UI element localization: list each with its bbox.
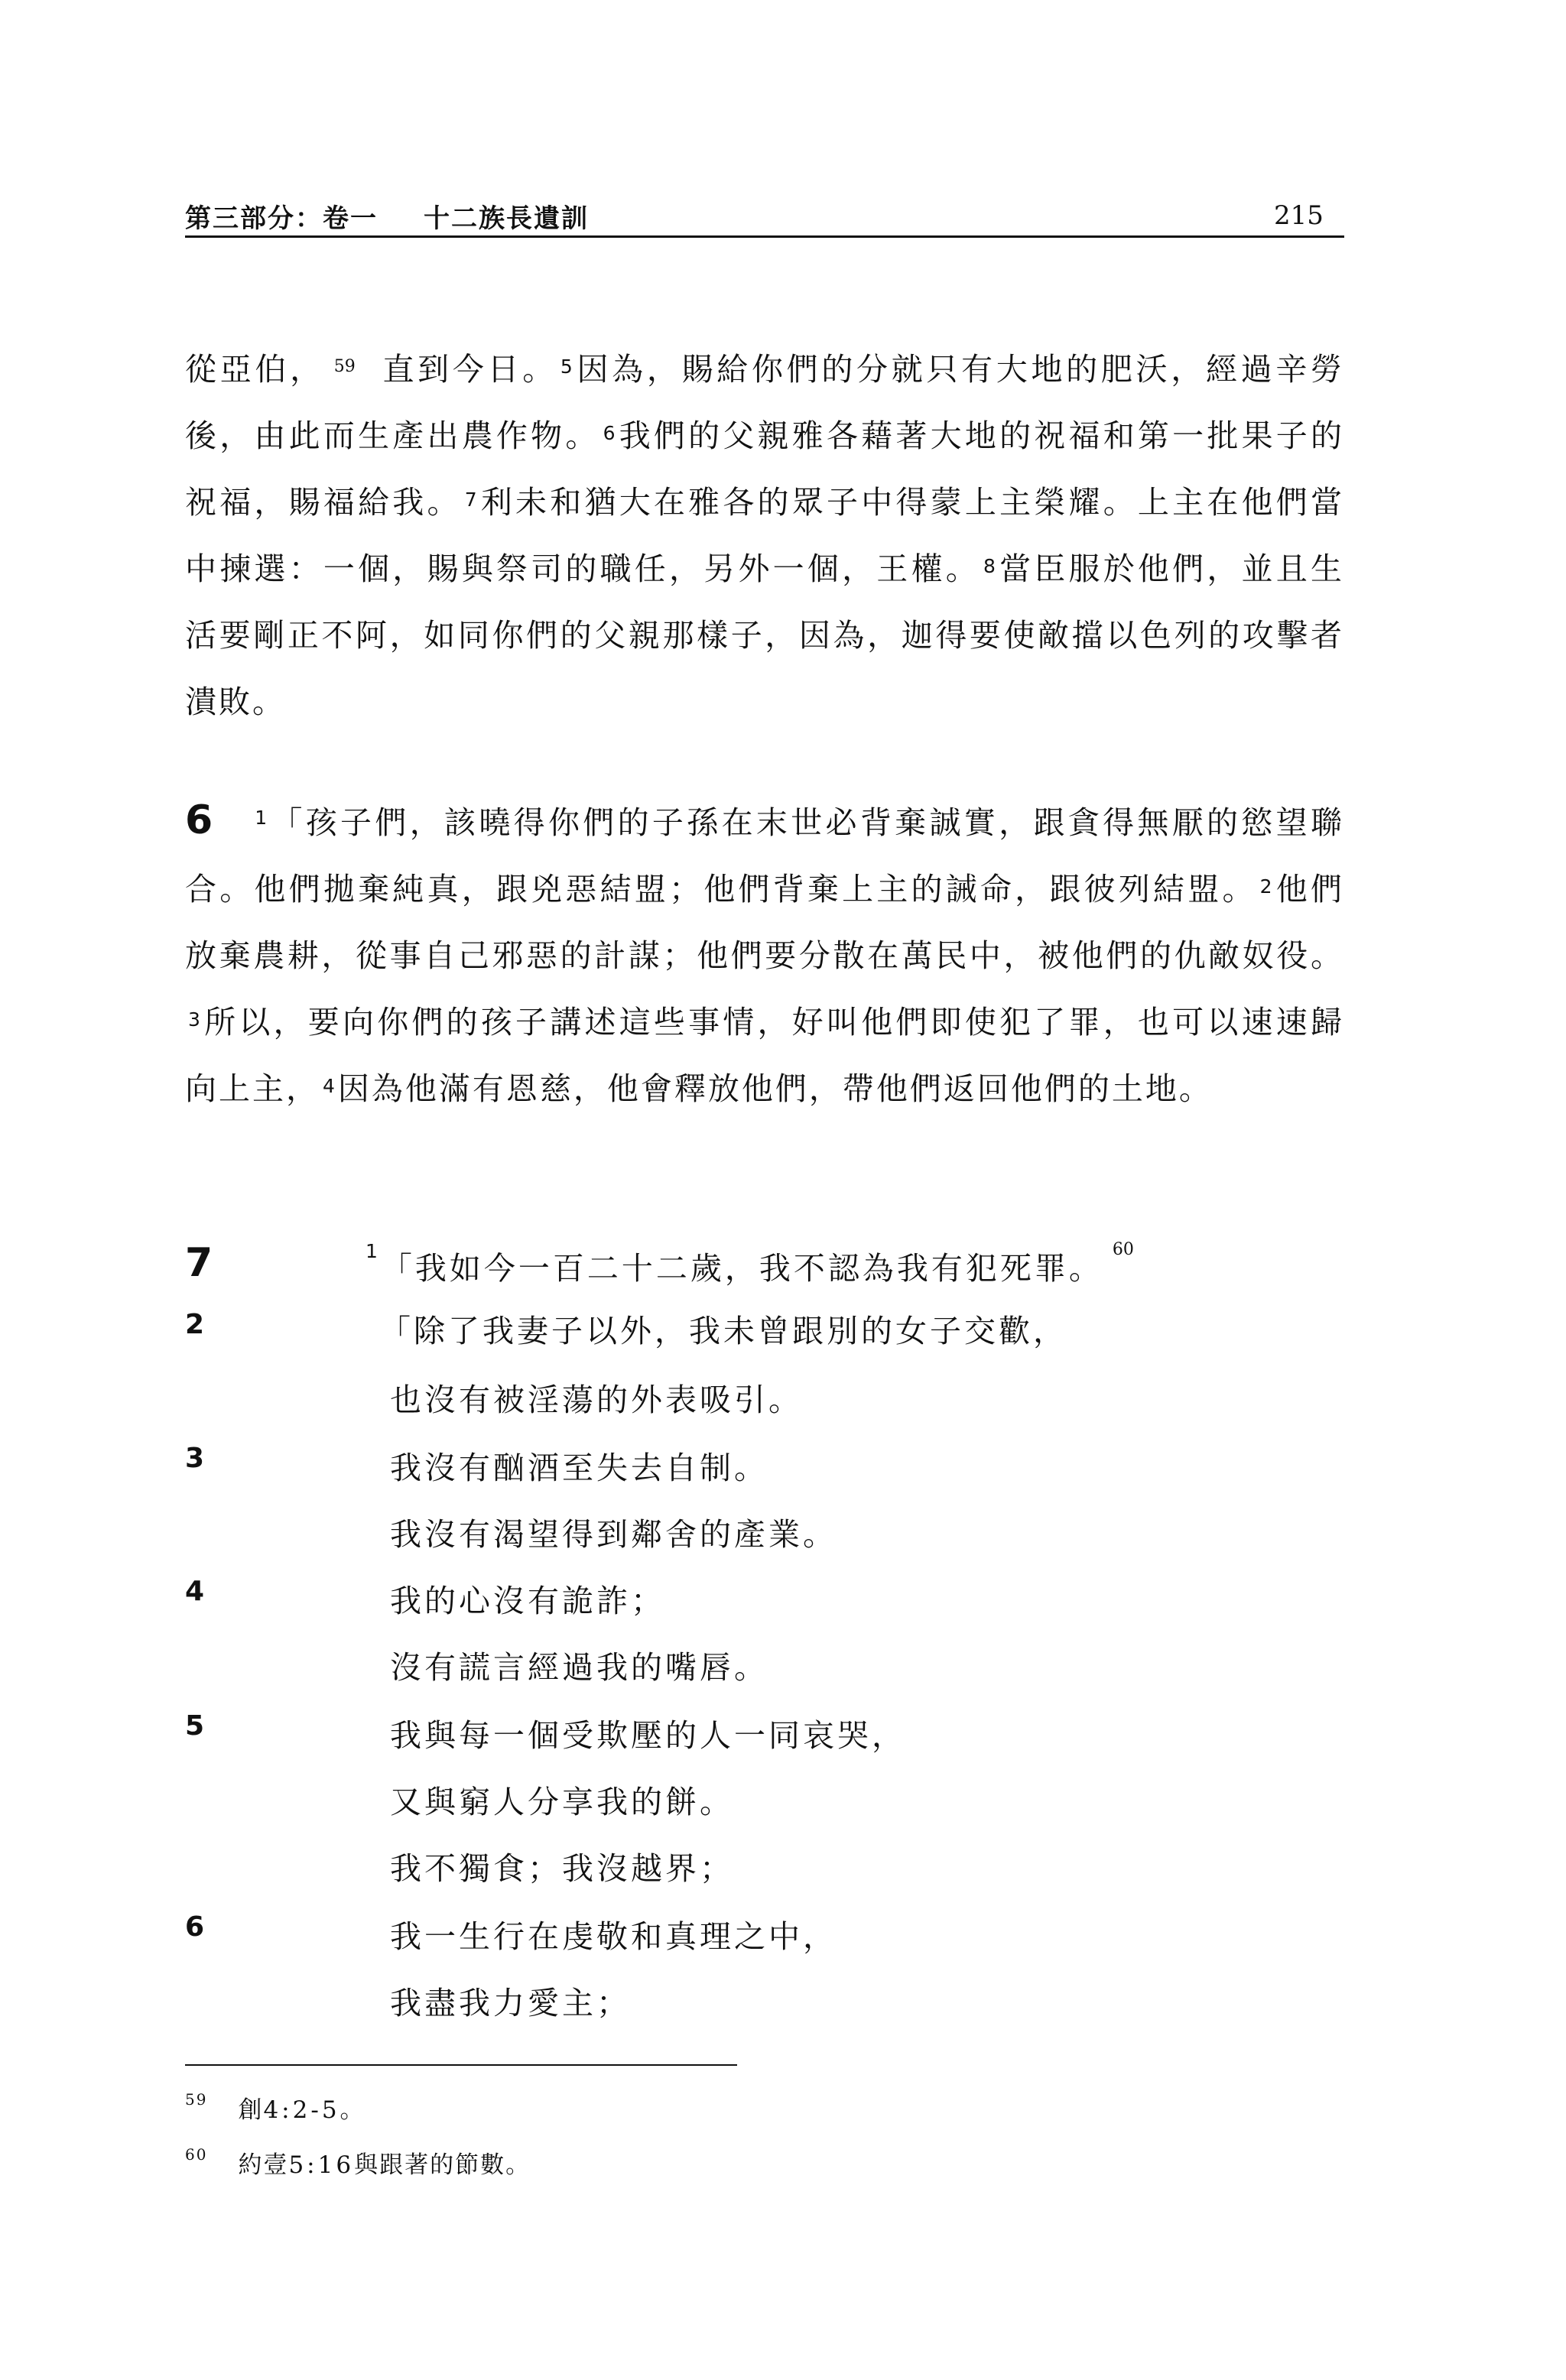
footnote-ref-59[interactable]: 59 xyxy=(333,357,356,376)
header-rule xyxy=(185,235,1344,238)
verse-number: 7 xyxy=(464,489,477,511)
verse-number: 3 xyxy=(185,1443,205,1474)
text-run: 因為他滿有恩慈，他會釋放他們，帶他們返回他們的土地。 xyxy=(337,1070,1213,1107)
poem-line: 沒有謊言經過我的嘴唇。 xyxy=(390,1649,768,1686)
poem-line: 我與每一個受欺壓的人一同哀哭， xyxy=(390,1717,906,1754)
poem-line: 也沒有被淫蕩的外表吸引。 xyxy=(390,1382,803,1418)
page-number: 215 xyxy=(1274,200,1324,231)
verse-number: 1 xyxy=(255,807,268,829)
footnote-59: $^{59}$ 創4:2-5。 xyxy=(185,2090,366,2124)
poem-line: 我的心沒有詭詐； xyxy=(390,1583,665,1619)
verse-number: 1 xyxy=(366,1240,378,1262)
section-title: 第三部分：卷一 xyxy=(185,203,378,234)
paragraph-chapter-6 xyxy=(185,787,1344,1122)
footnote-mark: 59 xyxy=(185,2090,208,2109)
poem-line: 我不獨食；我沒越界； xyxy=(390,1850,734,1887)
verse-number: 8 xyxy=(983,555,996,577)
poem-line: 我沒有酗酒至失去自制。 xyxy=(390,1450,768,1486)
text-run: 「孩子們，該曉得你們的子孫在末世必背棄誠實，跟貪得無厭的慾望聯合。他們拋棄純真，跟兇惡結盟；他們背棄上主的誡命，跟彼列結盟。 xyxy=(185,804,1344,908)
verse-number: 3 xyxy=(188,1008,200,1031)
text-run: 從亞伯， xyxy=(185,351,325,388)
poem-line: 「除了我妻子以外，我未曾跟別的女子交歡， xyxy=(379,1313,1067,1349)
poem-line: 我盡我力愛主； xyxy=(390,1985,631,2021)
chapter-number: 7 xyxy=(185,1240,213,1286)
verse-number: 6 xyxy=(185,1911,205,1943)
text-run: 我們的父親雅各藉著大地的祝福和第一批果子的祝福，賜福給我。 xyxy=(185,417,1344,521)
book-title: 十二族長遺訓 xyxy=(424,203,589,234)
poem-line: 我一生行在虔敬和真理之中， xyxy=(390,1918,837,1955)
text-run: 他們放棄農耕，從事自己邪惡的計謀；他們要分散在萬民中，被他們的仇敵奴役。 xyxy=(185,871,1345,974)
verse-number: 4 xyxy=(185,1576,205,1607)
poem-line: $^1$「我如今一百二十二歲，我不認為我有犯死罪。$^{60}$ xyxy=(366,1240,1134,1287)
text-run: 因為，賜給你們的分就只有大地的肥沃，經過辛勞後，由此而生產出農作物。 xyxy=(185,351,1345,454)
running-header xyxy=(185,197,589,235)
footnote-ref-60[interactable]: 60 xyxy=(1112,1240,1134,1259)
poem-line: 我沒有渴望得到鄰舍的產業。 xyxy=(390,1516,837,1553)
text-run: 所以，要向你們的孩子講述這些事情，好叫他們即使犯了罪，也可以速速歸向上主， xyxy=(185,1004,1344,1107)
chapter-number: 6 xyxy=(185,797,216,843)
text-run: 直到今日。 xyxy=(381,351,557,388)
poem-line: 又與窮人分享我的餅。 xyxy=(390,1784,734,1820)
footnote-rule xyxy=(185,2064,737,2066)
verse-number: 2 xyxy=(1259,875,1272,898)
paragraph-chapter-5 xyxy=(185,336,1344,735)
text-run: 當臣服於他們，並且生活要剛正不阿，如同你們的父親那樣子，因為，迦得要使敵擋以色列的攻擊者潰敗。 xyxy=(185,550,1345,720)
verse-number: 4 xyxy=(323,1075,335,1097)
verse-number: 2 xyxy=(185,1309,205,1340)
footnote-mark: 60 xyxy=(185,2145,208,2164)
verse-number: 6 xyxy=(603,422,616,444)
footnote-60: $^{60}$ 約壹5:16與跟著的節數。 xyxy=(185,2145,531,2179)
text-run: 利未和猶大在雅各的眾子中得蒙上主榮耀。上主在他們當中揀選：一個，賜與祭司的職任，另外一個，王權。 xyxy=(185,484,1344,587)
verse-number: 5 xyxy=(560,356,573,378)
verse-number: 5 xyxy=(185,1710,205,1742)
